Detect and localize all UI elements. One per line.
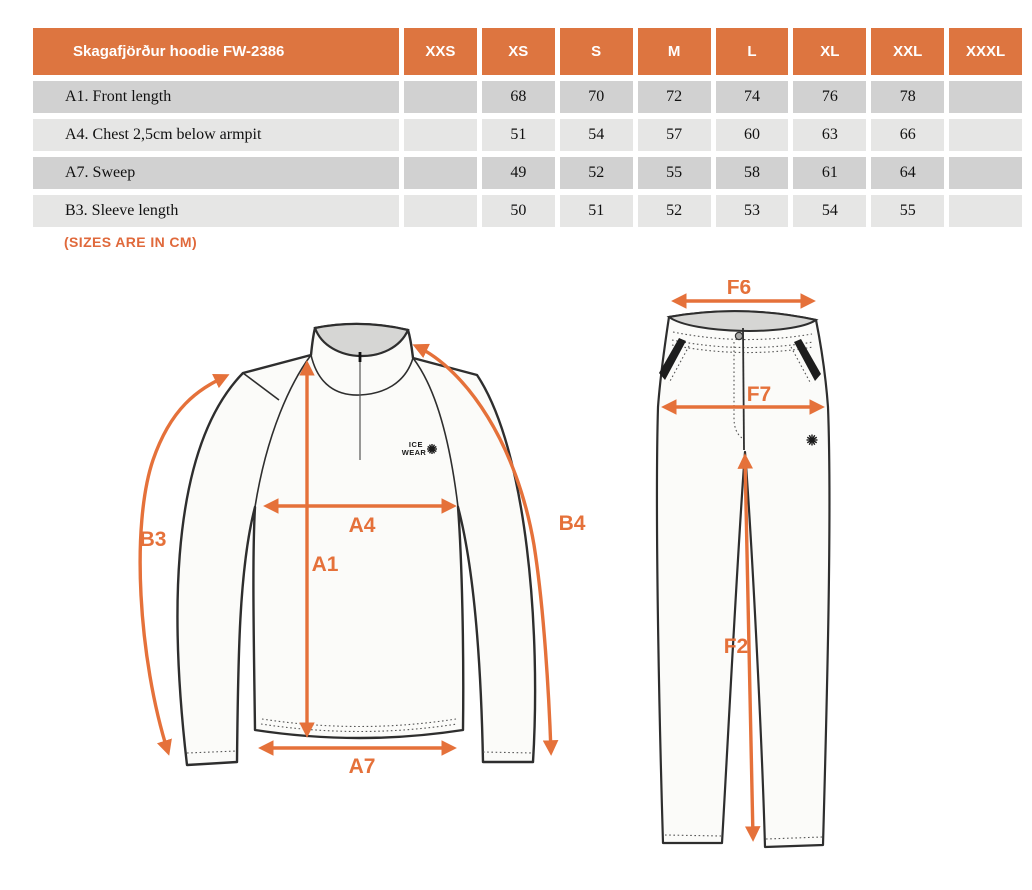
size-value: 74 <box>716 81 789 113</box>
size-header-xl: XL <box>793 28 866 75</box>
size-header-xxs: XXS <box>404 28 477 75</box>
size-value: 64 <box>871 157 944 189</box>
label-a4: A4 <box>348 514 376 537</box>
size-value: 66 <box>871 119 944 151</box>
size-value: 52 <box>638 195 711 227</box>
row-label: A7. Sweep <box>33 157 399 189</box>
size-value: 61 <box>793 157 866 189</box>
size-header-xxl: XXL <box>871 28 944 75</box>
row-label: A1. Front length <box>33 81 399 113</box>
size-value: 76 <box>793 81 866 113</box>
size-value: 78 <box>871 81 944 113</box>
size-value: 63 <box>793 119 866 151</box>
size-table <box>28 22 1027 233</box>
size-value: 60 <box>716 119 789 151</box>
size-value: 55 <box>638 157 711 189</box>
label-f2: F2 <box>723 635 749 658</box>
size-value <box>949 81 1022 113</box>
label-b3: B3 <box>139 528 167 551</box>
size-value <box>404 81 477 113</box>
label-a1: A1 <box>311 553 339 576</box>
size-value <box>404 195 477 227</box>
size-value: 49 <box>482 157 555 189</box>
size-value <box>949 119 1022 151</box>
size-header-m: M <box>638 28 711 75</box>
size-value: 51 <box>482 119 555 151</box>
hoodie-measurement-diagram <box>85 300 605 790</box>
size-header-xxxl: XXXL <box>949 28 1022 75</box>
waist-button <box>735 332 742 339</box>
table-row-sweep <box>33 157 1022 189</box>
label-b4: B4 <box>558 512 586 535</box>
hoodie-body-outline <box>177 324 535 765</box>
size-value <box>404 119 477 151</box>
size-value: 58 <box>716 157 789 189</box>
size-value: 52 <box>560 157 633 189</box>
row-label: B3. Sleeve length <box>33 195 399 227</box>
size-value: 54 <box>793 195 866 227</box>
center-front-seam <box>743 328 744 450</box>
sizes-unit-note: (SIZES ARE IN CM) <box>64 234 198 250</box>
logo-text-wear: WEAR <box>401 448 427 457</box>
size-header-xs: XS <box>482 28 555 75</box>
size-header-l: L <box>716 28 789 75</box>
size-value: 53 <box>716 195 789 227</box>
label-f6: F6 <box>726 280 752 299</box>
size-header-s: S <box>560 28 633 75</box>
product-title: Skagafjörður hoodie FW-2386 <box>33 28 399 75</box>
table-row-chest <box>33 119 1022 151</box>
row-label: A4. Chest 2,5cm below armpit <box>33 119 399 151</box>
size-value: 72 <box>638 81 711 113</box>
label-a7: A7 <box>348 755 376 778</box>
size-value <box>949 157 1022 189</box>
size-table-header-row <box>33 28 1022 75</box>
size-value: 51 <box>560 195 633 227</box>
size-value: 55 <box>871 195 944 227</box>
size-value: 54 <box>560 119 633 151</box>
logo-text-ice: ICE <box>408 440 424 449</box>
size-value: 70 <box>560 81 633 113</box>
size-value <box>949 195 1022 227</box>
size-value: 68 <box>482 81 555 113</box>
pants-measurement-diagram <box>635 280 865 870</box>
table-row-front-length <box>33 81 1022 113</box>
table-row-sleeve-length <box>33 195 1022 227</box>
size-value <box>404 157 477 189</box>
size-value: 57 <box>638 119 711 151</box>
label-f7: F7 <box>746 383 772 406</box>
size-value: 50 <box>482 195 555 227</box>
